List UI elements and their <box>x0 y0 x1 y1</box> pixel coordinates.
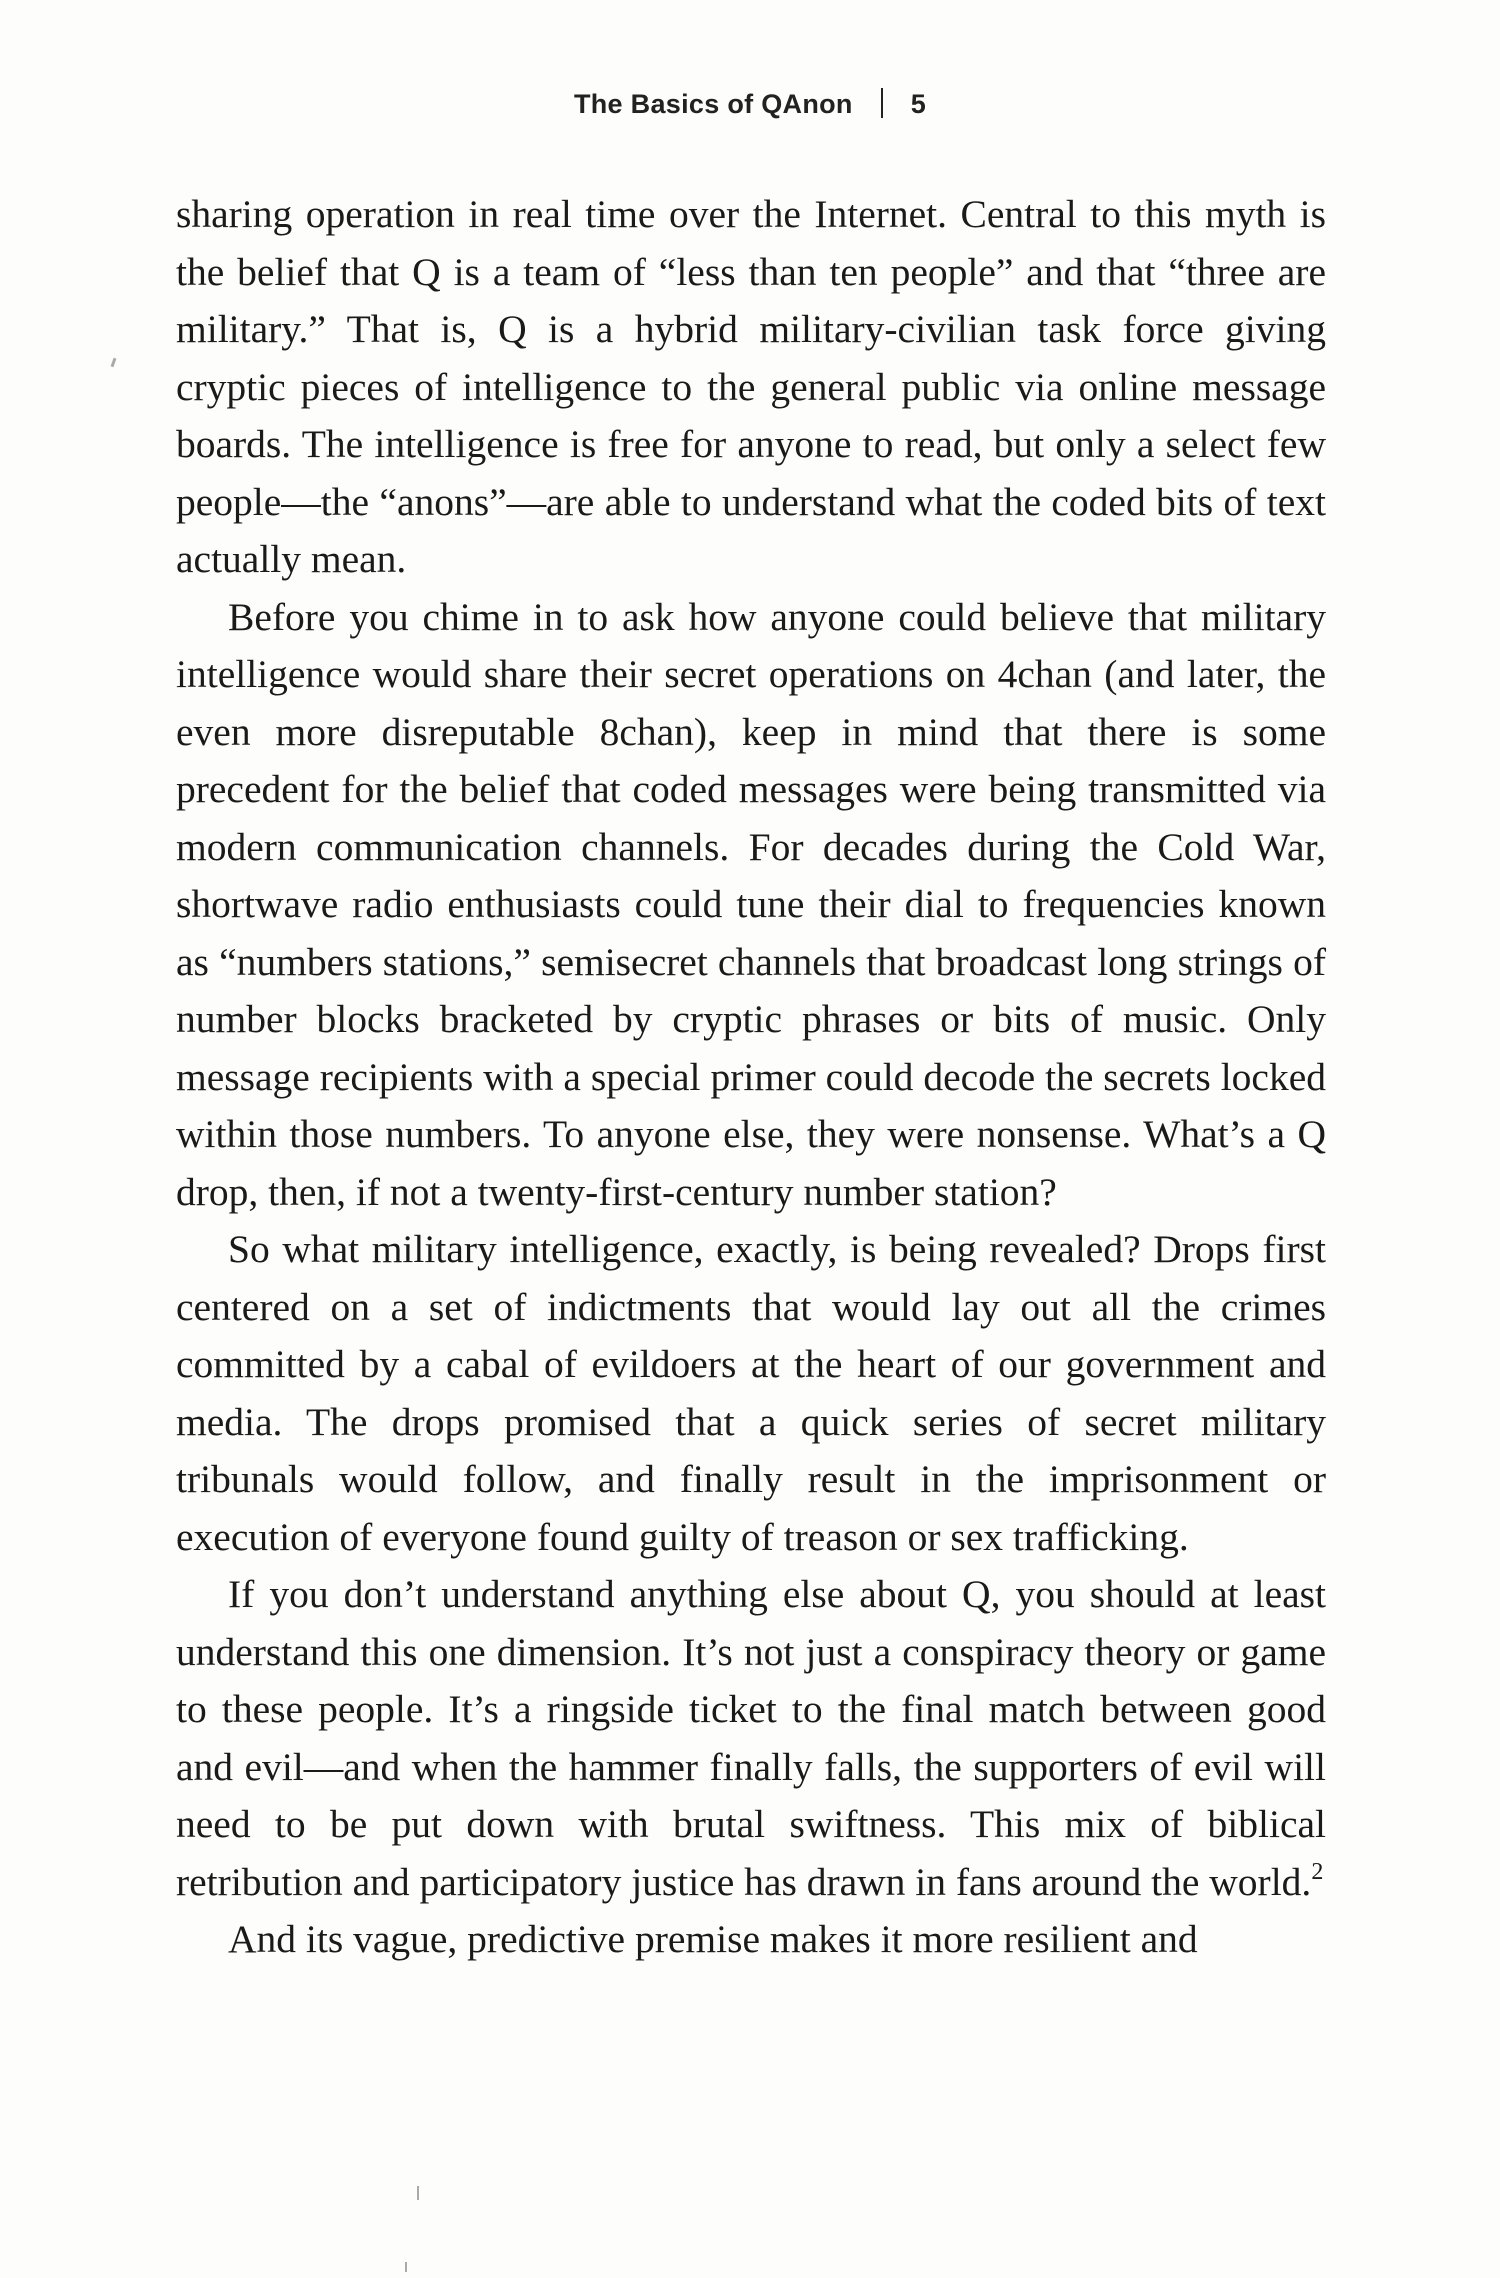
paragraph-2 <box>176 589 1326 1222</box>
paragraph-3-text: So what military intelligence, exactly, is being revealed? Drops first centered on a set of indictments that would lay out all the crimes committed by a cabal of evildoers at the heart of our government and media. The drops promised that a quick series of secret military tribunals would follow, and finally result in the imprisonment or execution of everyone found guilty of treason or sex trafficking. <box>176 1227 1326 1559</box>
scan-speck <box>405 2262 407 2272</box>
running-head <box>0 88 1500 120</box>
paragraph-5 <box>176 1911 1326 1969</box>
paragraph-3 <box>176 1221 1326 1566</box>
paragraph-2-text: Before you chime in to ask how anyone could believe that military intelligence would share their secret operations on 4chan (and later, the even more disreputable 8chan), keep in mind that there is some precedent for the belief that coded messages were being transmitted via modern communication channels. For decades during the Cold War, shortwave radio enthusiasts could tune their dial to frequencies known as “numbers stations,” semisecret channels that broadcast long strings of number blocks bracketed by cryptic phrases or bits of music. Only message recipients with a special primer could decode the secrets locked within those numbers. To anyone else, they were nonsense. What’s a Q drop, then, if not a twenty-first-century number station? <box>176 594 1326 1214</box>
book-title: The Basics of QAnon <box>573 89 853 119</box>
paragraph-5-text: And its vague, predictive premise makes it more resilient and <box>228 1917 1198 1961</box>
header-separator <box>881 88 883 118</box>
body-text <box>176 186 1326 1969</box>
scan-speck <box>111 358 117 367</box>
paragraph-1 <box>176 186 1326 589</box>
paragraph-1-text: sharing operation in real time over the Internet. Central to this myth is the belief that Q is a team of “less than ten people” and that “three are military.” That is, Q is a hybrid military-civilian task force giving cryptic pieces of intelligence to the general public via online message boards. The intelligence is free for anyone to read, but only a select few people—the “anons”—are able to understand what the coded bits of text actually mean. <box>176 192 1326 581</box>
paragraph-4-text: If you don’t understand anything else about Q, you should at least understand this one dimension. It’s not just a conspiracy theory or game to these people. It’s a ringside ticket to the final match between good and evil—and when the hammer finally falls, the supporters of evil will need to be put down with brutal swiftness. This mix of biblical retribution and participatory justice has drawn in fans around the world. <box>176 1572 1326 1904</box>
paragraph-4 <box>176 1566 1326 1911</box>
footnote-marker: 2 <box>1311 1858 1324 1885</box>
scan-speck <box>417 2186 419 2200</box>
page-number: 5 <box>910 89 927 119</box>
